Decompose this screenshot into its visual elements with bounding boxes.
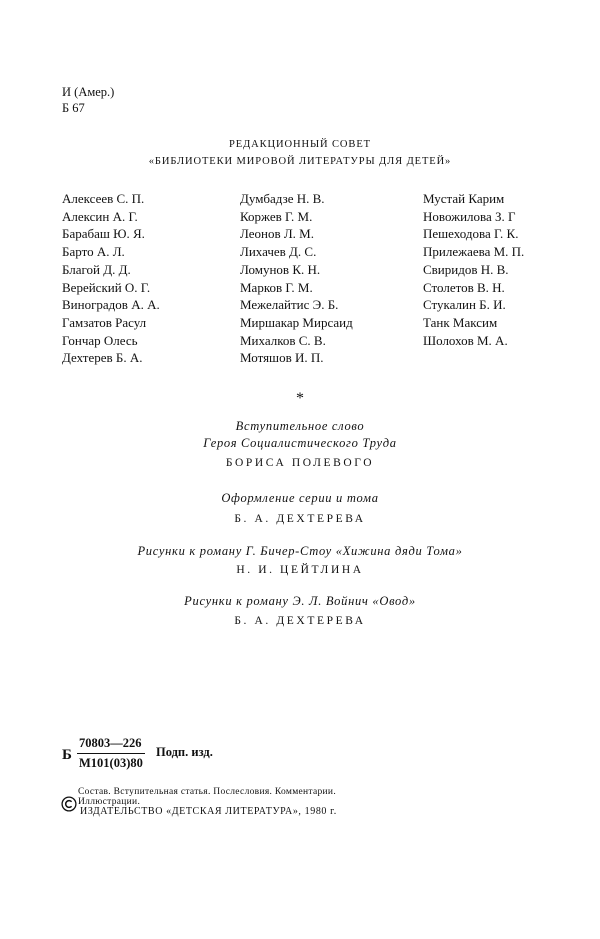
board-member: Шолохов М. А. — [423, 332, 508, 348]
board-member: Мустай Карим — [423, 191, 505, 206]
board-member: Барабаш Ю. Я. — [62, 226, 145, 242]
board-member: Гончар Олесь — [62, 332, 138, 348]
board-member: Михалков С. В. — [240, 332, 326, 348]
board-member: Думбадзе Н. В. — [240, 191, 325, 206]
index-fraction — [77, 735, 145, 772]
catalog-code-line-1: И (Амер.) — [62, 85, 115, 99]
board-member: Лихачев Д. С. — [240, 244, 317, 260]
intro-author-name: БОРИСА ПОЛЕВОГО — [225, 457, 375, 469]
board-member: Барто А. Л. — [62, 244, 125, 260]
board-member: Столетов В. Н. — [423, 279, 505, 295]
board-members-column-3 — [423, 190, 524, 349]
index-letter: Б — [62, 747, 72, 763]
board-member: Леонов Л. М. — [240, 226, 314, 242]
board-member: Дехтерев Б. А. — [62, 350, 143, 366]
board-member: Марков Г. М. — [240, 279, 313, 295]
designer-name: Б. А. ДЕХТЕРЕВА — [234, 513, 366, 525]
board-member: Стукалин Б. И. — [423, 297, 506, 313]
board-member: Виноградов А. А. — [62, 297, 160, 313]
illustrator-name-2: Б. А. ДЕХТЕРЕВА — [234, 615, 366, 627]
board-member: Пешеходова Г. К. — [423, 226, 519, 242]
illustrations-credit-line-2: Рисунки к роману Э. Л. Войнич «Овод» — [184, 594, 416, 608]
contents-note-line-2: Иллюстрации. — [78, 797, 141, 807]
board-member: Алексин А. Г. — [62, 208, 138, 224]
intro-credit-line-2: Героя Социалистического Труда — [203, 436, 397, 450]
board-member: Гамзатов Расул — [62, 314, 147, 330]
board-member: Прилежаева М. П. — [423, 244, 525, 260]
intro-credit-line-1: Вступительное слово — [235, 419, 365, 433]
board-member: Коржев Г. М. — [240, 208, 313, 224]
board-members-column-2 — [240, 190, 353, 367]
publisher-imprint: ИЗДАТЕЛЬСТВО «ДЕТСКАЯ ЛИТЕРАТУРА», 1980 г. — [80, 806, 337, 817]
copyright-icon — [61, 796, 77, 812]
board-member: Благой Д. Д. — [62, 261, 131, 277]
board-member: Верейский О. Г. — [62, 279, 151, 295]
board-member: Свиридов Н. В. — [423, 261, 509, 277]
index-denominator: М101(03)80 — [79, 756, 143, 770]
board-member: Алексеев С. П. — [62, 191, 145, 206]
board-member: Миршакар Мирсаид — [240, 314, 353, 330]
section-separator-asterisk: * — [296, 390, 304, 407]
contents-note-line-1: Состав. Вступительная статья. Послесловия. Комментарии. — [78, 787, 336, 797]
board-member: Межелайтис Э. Б. — [240, 297, 339, 313]
index-note: Подп. изд. — [156, 745, 213, 759]
board-member: Ломунов К. Н. — [240, 261, 321, 277]
board-member: Новожилова З. Г — [423, 208, 516, 224]
catalog-code-line-2: Б 67 — [62, 101, 85, 115]
board-members-column-1 — [62, 190, 160, 367]
board-member: Мотяшов И. П. — [240, 350, 324, 366]
illustrator-name-1: Н. И. ЦЕЙТЛИНА — [236, 564, 364, 576]
index-numerator: 70803—226 — [77, 735, 145, 754]
editorial-board-title: РЕДАКЦИОННЫЙ СОВЕТ — [229, 139, 371, 150]
illustrations-credit-line-1: Рисунки к роману Г. Бичер-Стоу «Хижина дяди Тома» — [137, 544, 463, 558]
design-credit-line: Оформление серии и тома — [221, 491, 379, 505]
board-member: Танк Максим — [423, 314, 498, 330]
editorial-board-series-title: «БИБЛИОТЕКИ МИРОВОЙ ЛИТЕРАТУРЫ ДЛЯ ДЕТЕЙ» — [148, 156, 452, 167]
